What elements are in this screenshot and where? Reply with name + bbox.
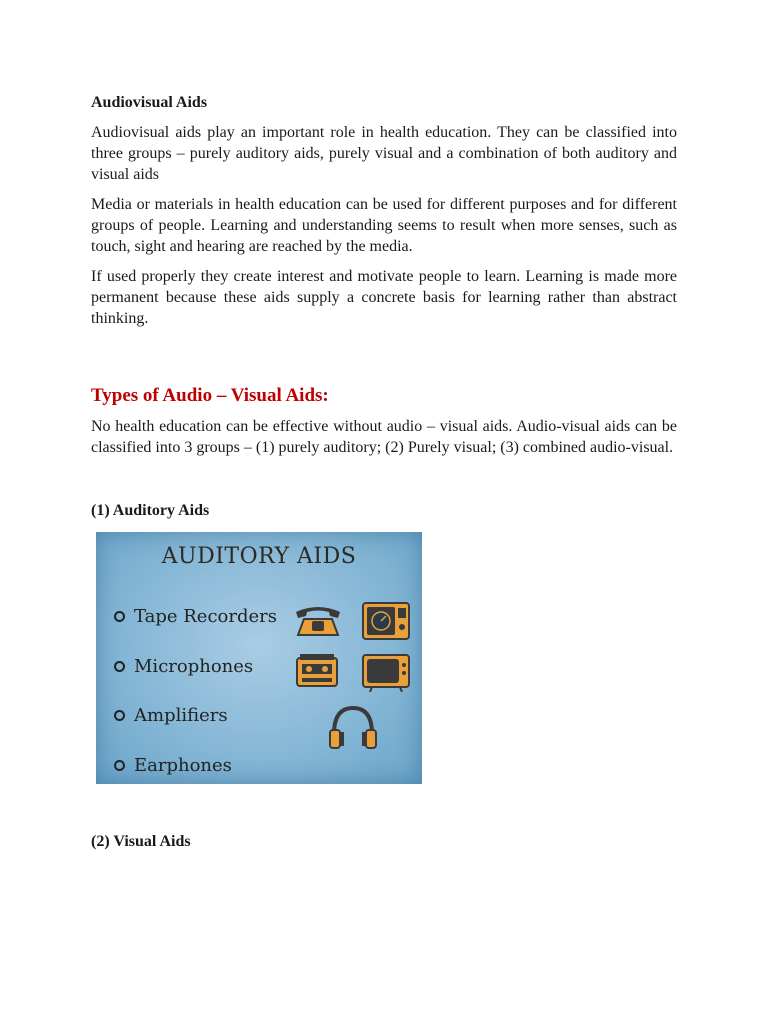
auditory-aids-heading: (1) Auditory Aids (91, 502, 210, 519)
document-page (91, 92, 677, 863)
intro-paragraph-3: If used properly they create interest and motivate people to learn. Learning is made more permanent because these aids supply a concrete basis for learning rather than abstract thinking. (91, 268, 677, 327)
aid-item-amplifiers (114, 691, 277, 741)
types-paragraph: No health education can be effective without audio – visual aids. Audio-visual aids can be classified into 3 groups – (1) purely auditory; (2) Purely visual; (3) combined audio-visual. (91, 418, 677, 456)
headphones-icon (328, 704, 378, 750)
intro-paragraph-1: Audiovisual aids play an important role in health education. They can be classified into three groups – purely auditory aids, purely visual and a combination of both auditory and visual aids (91, 124, 677, 183)
aid-item-label: Microphones (134, 655, 254, 677)
types-section-title: Types of Audio – Visual Aids: (91, 385, 329, 406)
visual-aids-heading: (2) Visual Aids (91, 833, 191, 850)
aid-item-label: Earphones (134, 754, 232, 776)
aid-item-tape-recorders (114, 592, 277, 642)
radio-icon (362, 602, 410, 640)
bullet-icon (114, 611, 125, 622)
intro-heading: Audiovisual Aids (91, 94, 208, 111)
bullet-icon (114, 760, 125, 771)
telephone-icon (292, 602, 344, 638)
aid-item-label: Amplifiers (134, 705, 228, 727)
aid-item-earphones (114, 741, 277, 785)
auditory-aids-image-title: AUDITORY AIDS (161, 544, 357, 569)
auditory-aids-image (96, 532, 422, 784)
cassette-player-icon (296, 654, 338, 688)
intro-paragraph-2: Media or materials in health education can be used for different purposes and for different groups of people. Learning and understanding seems to result when more senses, such as touch, sight and hearing are reached by the media. (91, 196, 677, 255)
auditory-aids-list (114, 592, 277, 784)
bullet-icon (114, 710, 125, 721)
bullet-icon (114, 661, 125, 672)
aid-item-microphones (114, 642, 277, 692)
aid-item-label: Tape Recorders (134, 606, 277, 628)
television-icon (362, 654, 410, 692)
